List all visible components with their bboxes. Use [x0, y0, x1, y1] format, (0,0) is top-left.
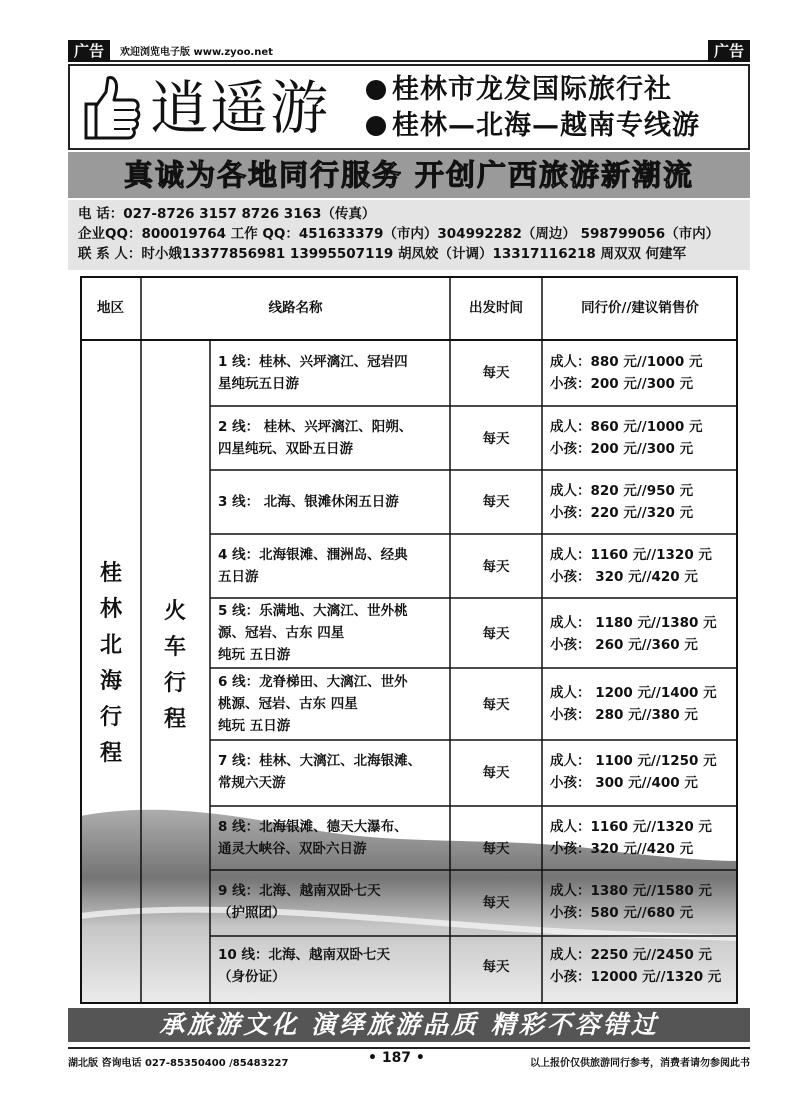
bullet-icon	[366, 116, 386, 136]
agency-specialty: 桂林—北海—越南专线游	[366, 108, 700, 144]
route-7: 7 线：桂林、大漓江、北海银滩、 常规六天游	[218, 753, 422, 791]
route-5: 5 线：乐满地、大漓江、世外桃 源、冠岩、古东 四星 纯玩 五日游	[218, 603, 408, 663]
departure-5: 每天	[482, 626, 510, 642]
page-number: • 187 •	[368, 1050, 425, 1066]
contact-info	[68, 200, 750, 270]
header-banner	[68, 64, 750, 150]
price-1: 成人：880 元//1000 元 小孩：200 元//300 元	[550, 354, 703, 392]
bullet-icon	[366, 80, 386, 100]
route-8: 8 线：北海银滩、德天大瀑布、 通灵大峡谷、双卧六日游	[218, 819, 408, 857]
route-10: 10 线：北海、越南双卧七天 （身份证）	[218, 947, 390, 985]
price-8: 成人：1160 元//1320 元 小孩：320 元//420 元	[550, 819, 712, 857]
price-2: 成人：860 元//1000 元 小孩：200 元//300 元	[550, 419, 703, 457]
header-region: 地区	[97, 300, 124, 316]
departure-4: 每天	[482, 559, 510, 575]
header-route: 线路名称	[268, 300, 323, 316]
brand-logo-text: 逍遥游	[150, 74, 331, 142]
contact-qq: 企业QQ：800019764 工作 QQ：451633379（市内）304992282（周边） 598799056（市内）	[78, 226, 720, 242]
price-3: 成人：820 元//950 元 小孩：220 元//320 元	[550, 483, 694, 521]
price-6: 成人： 1200 元//1400 元 小孩： 280 元//380 元	[550, 685, 717, 723]
ad-tag-right: 广告	[708, 40, 750, 62]
departure-10: 每天	[482, 959, 510, 975]
route-4: 4 线：北海银滩、涠洲岛、经典 五日游	[218, 547, 408, 585]
agency-name: 桂林市龙发国际旅行社	[366, 72, 672, 108]
route-2: 2 线： 桂林、兴坪漓江、阳朔、 四星纯玩、双卧五日游	[218, 419, 413, 457]
header-departure: 出发时间	[469, 300, 523, 316]
footer-divider	[68, 1047, 750, 1049]
route-1: 1 线：桂林、兴坪漓江、冠岩四 星纯玩五日游	[218, 354, 408, 392]
route-6: 6 线：龙脊梯田、大漓江、世外 桃源、冠岩、古东 四星 纯玩 五日游	[218, 674, 408, 734]
departure-7: 每天	[482, 765, 510, 781]
price-4: 成人：1160 元//1320 元 小孩： 320 元//420 元	[550, 547, 712, 585]
price-5: 成人： 1180 元//1380 元 小孩： 260 元//360 元	[550, 615, 717, 653]
slogan-banner: 真诚为各地同行服务 开创广西旅游新潮流	[68, 152, 750, 198]
footer-disclaimer: 以上报价仅供旅游同行参考，消费者请勿参阅此书	[530, 1058, 750, 1069]
contact-phone: 电 话：027-8726 3157 8726 3163（传真）	[78, 206, 376, 222]
departure-2: 每天	[482, 431, 510, 447]
ad-tag-left: 广告	[68, 40, 110, 62]
contact-people: 联 系 人：时小娥13377856981 13995507119 胡凤姣（计调）13317116218 周双双 何建军	[78, 246, 687, 262]
top-bar	[68, 40, 750, 62]
footer-hotline: 湖北版 咨询电话 027-85350400 /85483227	[68, 1058, 289, 1069]
price-table	[80, 276, 738, 1004]
welcome-text: 欢迎浏览电子版 www.zyoo.net	[120, 47, 273, 58]
route-9: 9 线：北海、越南双卧七天 （护照团）	[218, 883, 381, 921]
price-9: 成人：1380 元//1580 元 小孩：580 元//680 元	[550, 883, 712, 921]
departure-3: 每天	[482, 494, 510, 510]
departure-1: 每天	[482, 365, 510, 381]
transport-mode-label: 火 车 行 程	[163, 599, 186, 732]
price-7: 成人： 1100 元//1250 元 小孩： 300 元//400 元	[550, 753, 717, 791]
header-price: 同行价//建议销售价	[581, 300, 699, 316]
price-10: 成人：2250 元//2450 元 小孩：12000 元//1320 元	[550, 947, 722, 985]
thumbs-up-icon	[78, 72, 142, 144]
route-3: 3 线： 北海、银滩休闲五日游	[218, 494, 399, 510]
departure-8: 每天	[482, 841, 510, 857]
departure-9: 每天	[482, 895, 510, 911]
bottom-slogan-banner: 承旅游文化 演绎旅游品质 精彩不容错过	[68, 1008, 750, 1042]
region-label: 桂 林 北 海 行 程	[99, 561, 122, 766]
departure-6: 每天	[482, 697, 510, 713]
